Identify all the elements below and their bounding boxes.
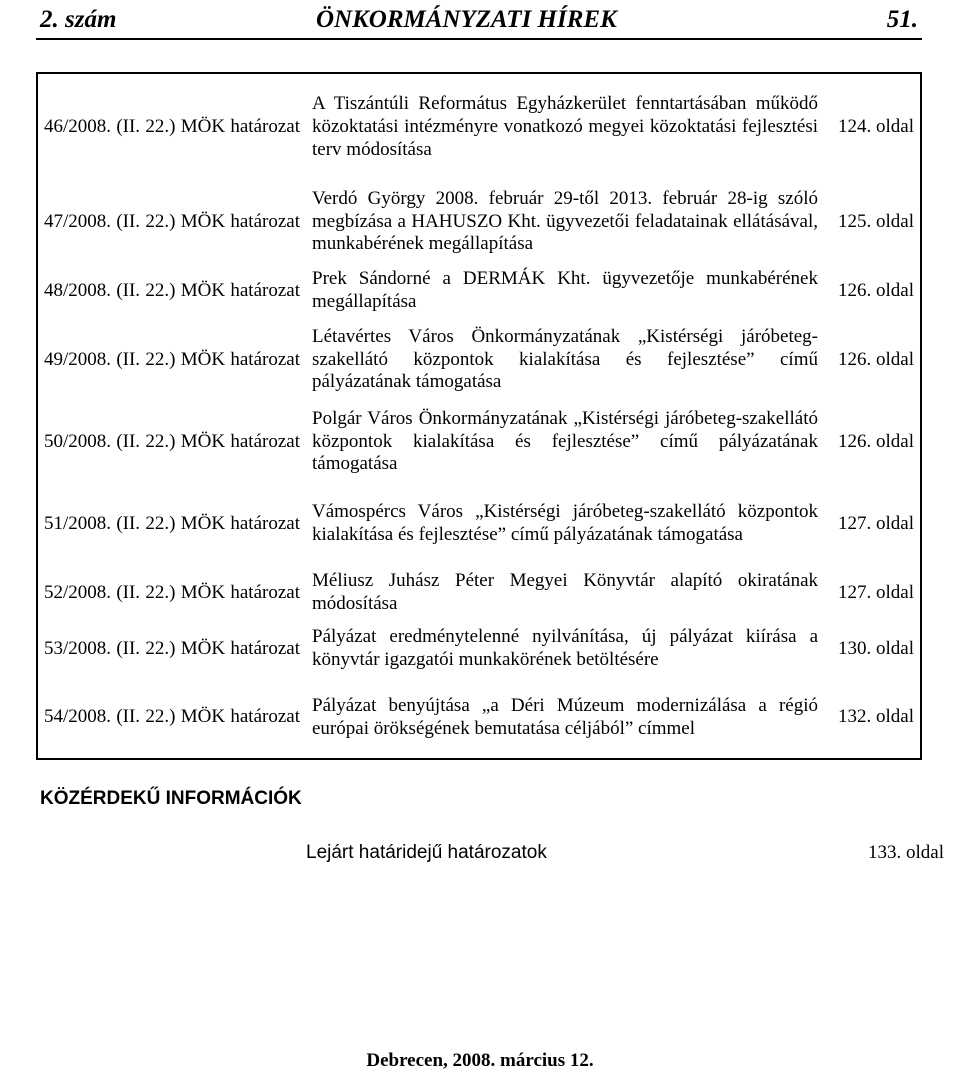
resolution-id: 47/2008. (II. 22.) MÖK határozat xyxy=(44,210,300,232)
table-row xyxy=(37,565,921,621)
info-item-label: Lejárt határidejű határozatok xyxy=(306,842,547,863)
page-number: 51. xyxy=(886,6,918,33)
section-title: KÖZÉRDEKŰ INFORMÁCIÓK xyxy=(40,788,302,809)
resolution-id: 53/2008. (II. 22.) MÖK határozat xyxy=(44,637,300,659)
resolutions-table xyxy=(36,72,922,760)
resolution-page: 126. oldal xyxy=(838,279,914,301)
resolution-page: 127. oldal xyxy=(838,581,914,603)
resolution-description: Prek Sándorné a DERMÁK Kht. ügyvezetője munkabérének megállapítása xyxy=(312,268,818,312)
resolution-page: 126. oldal xyxy=(838,430,914,452)
resolution-page: 126. oldal xyxy=(838,348,914,370)
table-row xyxy=(37,73,921,181)
resolution-description: Pályázat eredménytelenné nyilvánítása, új pályázat kiírása a könyvtár igazgatói munkakörének betöltésére xyxy=(312,626,818,670)
resolution-id: 49/2008. (II. 22.) MÖK határozat xyxy=(44,348,300,370)
resolution-description: Pályázat benyújtása „a Déri Múzeum modernizálása a régió európai örökségének bemutatása céljából” címmel xyxy=(312,694,818,739)
issue-number: 2. szám xyxy=(40,6,117,33)
table-row xyxy=(37,263,921,319)
page-header xyxy=(36,4,922,40)
resolution-description: Polgár Város Önkormányzatának „Kistérségi járóbeteg-szakellátó központok kialakítása és fejlesztése” című pályázatának támogatása xyxy=(312,407,818,475)
resolution-id: 52/2008. (II. 22.) MÖK határozat xyxy=(44,581,300,603)
publication-title: ÖNKORMÁNYZATI HÍREK xyxy=(316,6,617,33)
table-row xyxy=(37,677,921,759)
table-row xyxy=(37,621,921,677)
info-item-page: 133. oldal xyxy=(868,842,944,863)
table-row xyxy=(37,401,921,483)
resolution-page: 124. oldal xyxy=(838,116,914,138)
table-row xyxy=(37,319,921,401)
resolution-description: Létavértes Város Önkormányzatának „Kistérségi járóbeteg-szakellátó központok kialakítása és fejlesztése” című pályázatának támogatása xyxy=(312,325,818,393)
resolution-description: A Tiszántúli Református Egyházkerület fenntartásában működő közoktatási intézményre vonatkozó megyei közoktatási fejlesztési terv módosítása xyxy=(312,93,818,160)
resolution-description: Méliusz Juhász Péter Megyei Könyvtár alapító okiratának módosítása xyxy=(312,570,818,614)
resolution-page: 127. oldal xyxy=(838,512,914,534)
resolution-id: 48/2008. (II. 22.) MÖK határozat xyxy=(44,279,300,301)
footer-place-date: Debrecen, 2008. március 12. xyxy=(366,1050,594,1071)
resolution-page: 125. oldal xyxy=(838,210,914,232)
table-row xyxy=(37,483,921,565)
resolution-id: 51/2008. (II. 22.) MÖK határozat xyxy=(44,512,300,534)
resolution-page: 132. oldal xyxy=(838,706,914,728)
resolution-description: Verdó György 2008. február 29-től 2013. február 28-ig szóló megbízása a HAHUSZO Kht. ügyvezetői feladatainak ellátásával, munkabérének megállapítása xyxy=(312,187,818,255)
resolution-page: 130. oldal xyxy=(838,637,914,659)
resolution-id: 50/2008. (II. 22.) MÖK határozat xyxy=(44,430,300,452)
resolution-id: 46/2008. (II. 22.) MÖK határozat xyxy=(44,116,300,138)
table-row xyxy=(37,181,921,263)
resolution-id: 54/2008. (II. 22.) MÖK határozat xyxy=(44,706,300,728)
resolution-description: Vámospércs Város „Kistérségi járóbeteg-szakellátó központok kialakítása és fejlesztése” című pályázatának támogatása xyxy=(312,501,818,545)
